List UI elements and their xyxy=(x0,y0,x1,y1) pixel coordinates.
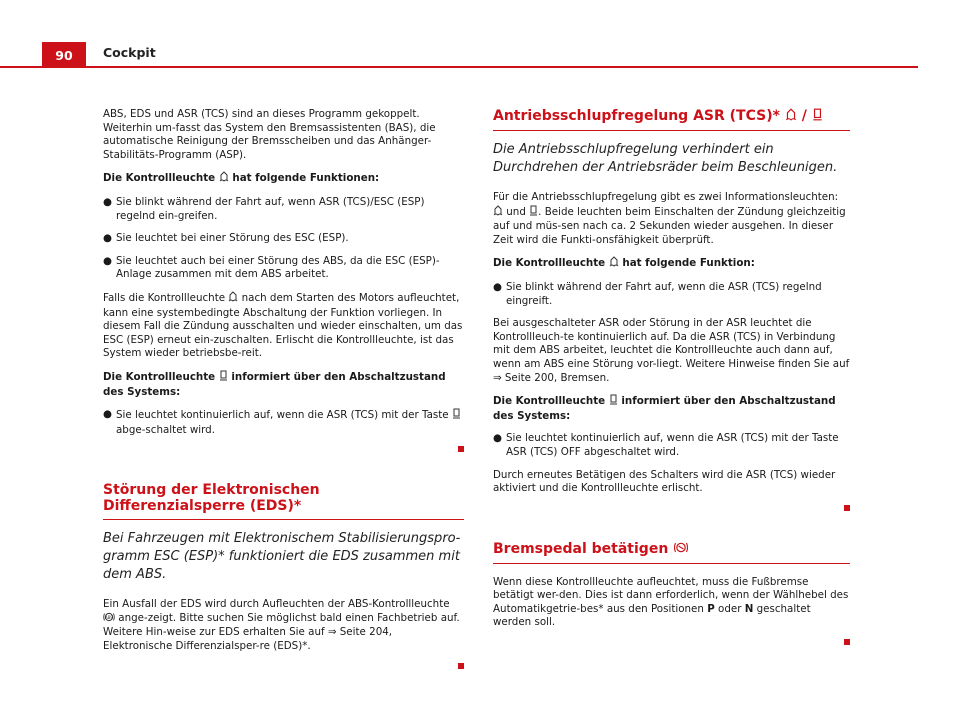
asr-off-icon xyxy=(219,370,228,386)
right-column xyxy=(493,108,850,645)
eds-paragraph: Ein Ausfall der EDS wird durch Aufleuchten der ABS-Kontrollleuchte ABS ange-zeigt. Bitte suchen Sie möglichst bald einen Fachbetrieb auf. Weitere Hin-weise zur EDS erhalten Sie auf ⇒ Seite 204, Elektronische Differenzialsper-re (EDS)*. xyxy=(103,598,460,653)
brake-pedal-icon xyxy=(673,541,689,558)
esc-warning-icon xyxy=(609,256,619,272)
heading-text: hat folgende Funktionen: xyxy=(232,172,380,185)
list-item: ● Sie blinkt während der Fahrt auf, wenn ASR (TCS)/ESC (ESP) regelnd ein-greifen. xyxy=(103,195,425,222)
heading-text: Die Kontrollleuchte xyxy=(103,172,216,185)
abs-warning-icon xyxy=(103,612,115,627)
brake-section-title: Bremspedal betätigen xyxy=(493,541,850,564)
page-header xyxy=(0,42,918,68)
restart-paragraph: Falls die Kontrollleuchte nach dem Starten des Motors aufleuchtet, kann eine systembedingte Abschaltung der Funktion vorliegen. In diesem Fall die Zündung ausschalten und wieder einschalten, um das ESC (ESP) erneut ein-zuschalten. Erlischt die Kontrollleuchte, ist das System wieder betriebsbe-reit. xyxy=(103,291,463,360)
asr-off-light-heading: Die Kontrollleuchte informiert über den Abschaltzustand des Systems: xyxy=(103,370,446,398)
brake-paragraph: Wenn diese Kontrollleuchte aufleuchtet, muss die Fußbremse betätigt wer-den. Dies ist dann erforderlich, wenn der Wählhebel des Automatikgetrie-bes* aus den Positionen P oder N geschaltet werden soll. xyxy=(493,575,849,629)
gear-position-p: P xyxy=(707,602,715,615)
chapter-title: Cockpit xyxy=(103,45,156,60)
esc-warning-icon xyxy=(228,291,238,307)
list-item: ● Sie leuchtet kontinuierlich auf, wenn die ASR (TCS) mit der Taste ASR (TCS) OFF abgeschaltet wird. xyxy=(493,432,839,458)
list-item: ● Sie leuchtet auch bei einer Störung des ABS, da die ESC (ESP)-Anlage zusammen mit dem ABS arbeitet. xyxy=(103,254,440,281)
asr-off-icon xyxy=(452,408,461,424)
svg-text:ABS: ABS xyxy=(105,614,113,620)
esc-light-heading xyxy=(103,171,464,187)
eds-subtitle: Bei Fahrzeugen mit Elektronischem Stabilisierungspro-gramm ESC (ESP)* funktioniert die EDS zusammen mit dem ABS. xyxy=(103,531,461,583)
asr-paragraph-3: Durch erneutes Betätigen des Schalters wird die ASR (TCS) wieder aktiviert und die Kontrollleuchte erlischt. xyxy=(493,468,836,495)
gear-position-n: N xyxy=(744,602,754,615)
asr-light-heading: Die Kontrollleuchte hat folgende Funktion: xyxy=(493,256,850,272)
section-end-mark xyxy=(844,639,850,645)
esc-warning-icon xyxy=(493,205,503,221)
asr-paragraph-1: Für die Antriebsschlupfregelung gibt es zwei Informationsleuchten: und . Beide leuchten beim Einschalten der Zündung gleichzeitig auf und müs-sen nach ca. 2 Sekunden wieder ausgehen. In dieser Zeit wird die Funkti-onsfähigkeit überprüft. xyxy=(493,191,846,246)
page-number: 90 xyxy=(42,42,86,68)
list-item: ● Sie leuchtet kontinuierlich auf, wenn die ASR (TCS) mit der Taste abge-schaltet wird. xyxy=(103,408,464,437)
left-column xyxy=(103,108,464,669)
asr-off-light-heading: Die Kontrollleuchte informiert über den Abschaltzustand des Systems: xyxy=(493,395,836,422)
eds-section-title: Störung der Elektronischen Differenzialsperre (EDS)* xyxy=(103,482,464,520)
asr-subtitle: Die Antriebsschlupfregelung verhindert ein Durchdrehen der Antriebsräder beim Beschleunigen. xyxy=(493,142,838,175)
esc-warning-icon xyxy=(219,171,229,187)
asr-section-title: Antriebsschlupfregelung ASR (TCS)* / xyxy=(493,108,850,131)
intro-paragraph: ABS, EDS und ASR (TCS) sind an dieses Programm gekoppelt. Weiterhin um-fasst das System den Bremsassistenten (BAS), die automatische Reinigung der Bremsscheiben und das Anhänger-Stabilitäts-Programm (ASP). xyxy=(103,108,436,161)
section-end-mark xyxy=(458,663,464,669)
esc-warning-icon xyxy=(785,108,797,125)
list-item: ● Sie blinkt während der Fahrt auf, wenn die ASR (TCS) regelnd eingreift. xyxy=(493,280,822,307)
asr-off-icon xyxy=(812,108,823,125)
asr-paragraph-2: Bei ausgeschalteter ASR oder Störung in der ASR leuchtet die Kontrollleuch-te kontinuierlich auf. Da die ASR (TCS) in Verbindung mit dem ABS arbeitet, leuchtet die Kontrollleuchte auch dann auf, wenn am ABS eine Störung vor-liegt. Weitere Hinweise finden Sie auf ⇒ Seite 200, Bremsen. xyxy=(493,317,850,384)
asr-off-icon xyxy=(529,205,538,221)
asr-off-icon xyxy=(609,394,618,410)
list-item: ● Sie leuchtet bei einer Störung des ESC (ESP). xyxy=(103,232,349,245)
